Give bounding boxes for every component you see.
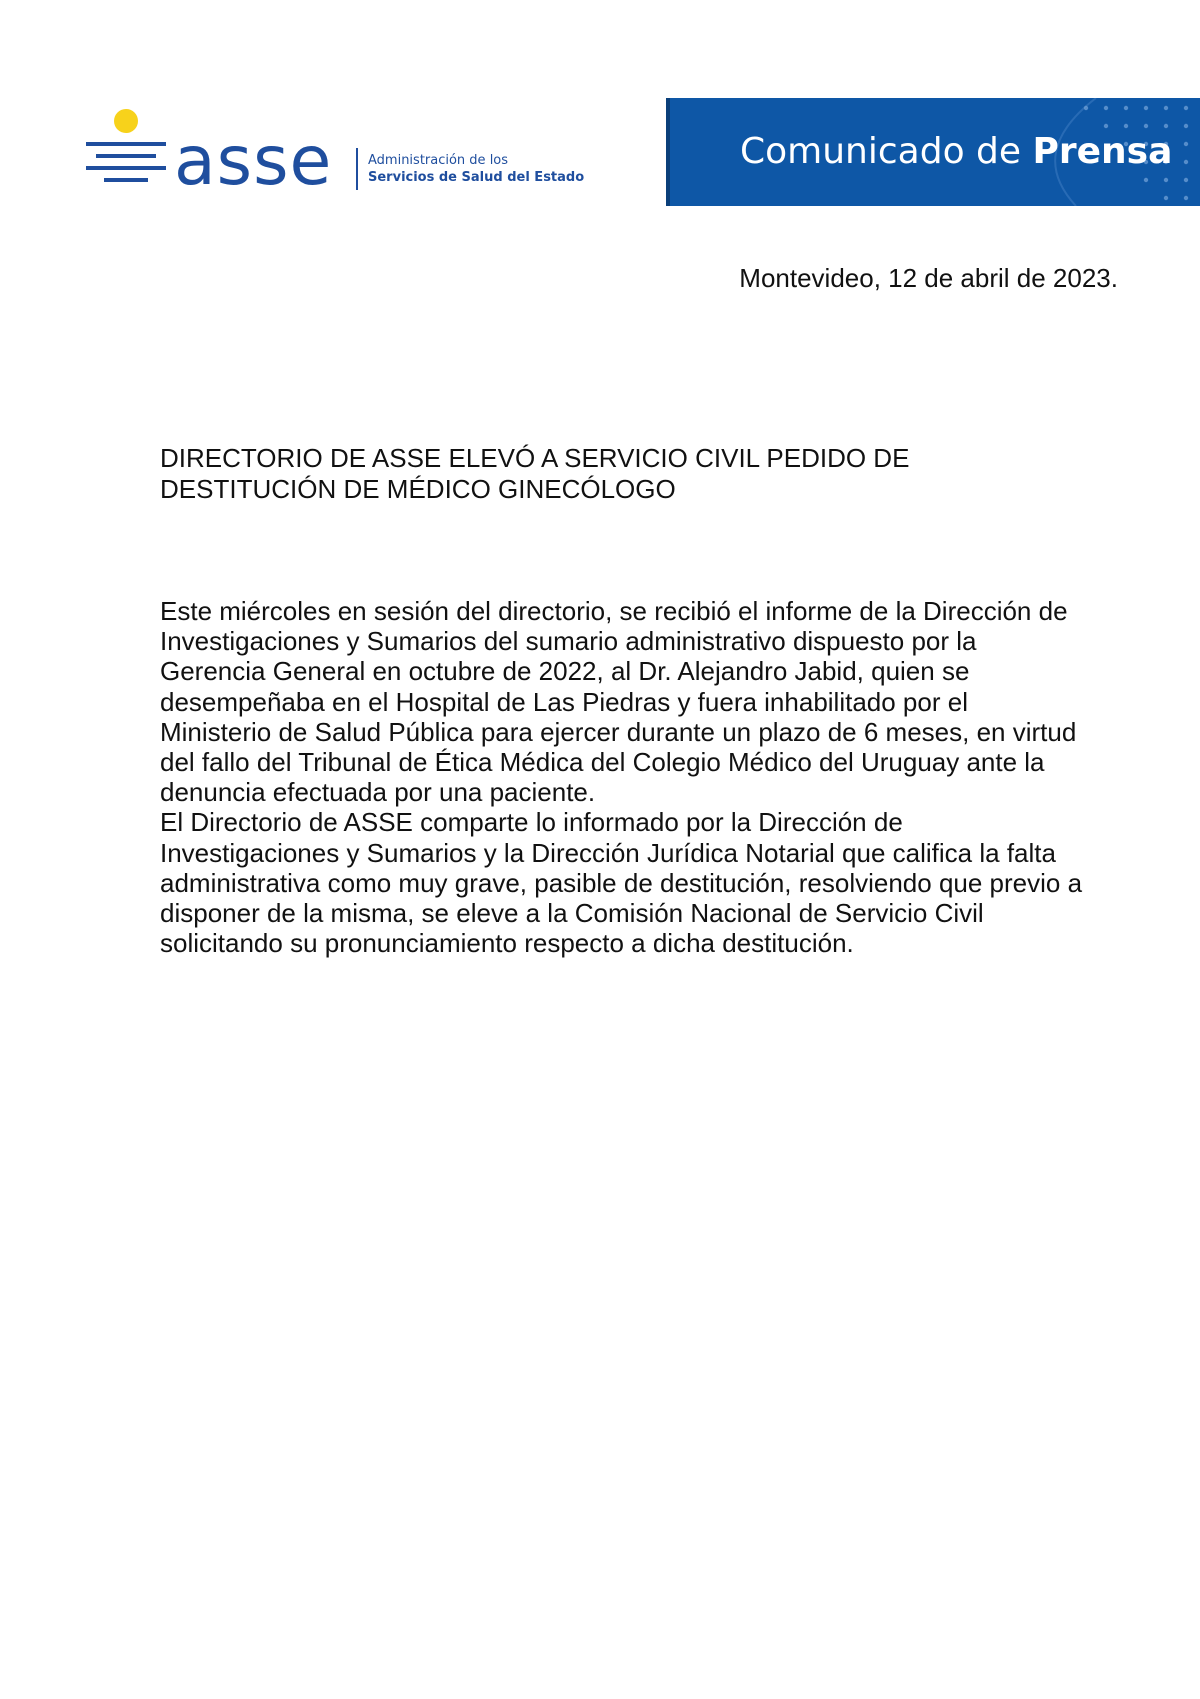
- body-line: Este miércoles en sesión del directorio, se recibió el informe de la Dirección de: [160, 596, 1068, 626]
- body-line: disponer de la misma, se eleve a la Comisión Nacional de Servicio Civil: [160, 898, 984, 929]
- logo-subtitle-line1: Administración de los: [368, 153, 509, 168]
- headline: [160, 443, 1060, 505]
- body-line: Gerencia General en octubre de 2022, al Dr. Alejandro Jabid, quien se: [160, 656, 970, 687]
- asse-sun-waves-icon: [86, 108, 166, 198]
- body-line: solicitando su pronunciamiento respecto a dicha destitución.: [160, 928, 854, 959]
- body-line: del fallo del Tribunal de Ética Médica del Colegio Médico del Uruguay ante la: [160, 747, 1045, 778]
- body-line: El Directorio de ASSE comparte lo informado por la Dirección de: [160, 807, 903, 838]
- body-text: [160, 596, 1150, 958]
- body-line: Investigaciones y Sumarios del sumario administrativo dispuesto por la: [160, 626, 977, 657]
- press-title-regular: Comunicado de: [740, 131, 1022, 172]
- asse-logo: [86, 108, 606, 201]
- logo-wordmark: asse: [174, 122, 333, 201]
- body-line: administrativa como muy grave, pasible de destitución, resolviendo que previo a: [160, 867, 1083, 898]
- document-date: Montevideo, 12 de abril de 2023.: [739, 263, 1118, 293]
- press-release-title: [740, 130, 1172, 174]
- headline-line: DESTITUCIÓN DE MÉDICO GINECÓLOGO: [160, 474, 676, 504]
- press-title-bold: Prensa: [1032, 131, 1173, 172]
- banner-left-rule: [666, 98, 670, 206]
- headline-line: DIRECTORIO DE ASSE ELEVÓ A SERVICIO CIVIL PEDIDO DE: [160, 443, 910, 473]
- logo-divider: [356, 148, 358, 190]
- body-line: desempeñaba en el Hospital de Las Piedras y fuera inhabilitado por el: [160, 686, 968, 717]
- body-line: denuncia efectuada por una paciente.: [160, 777, 596, 808]
- body-line: Investigaciones y Sumarios y la Dirección Jurídica Notarial que califica la falta: [160, 837, 1056, 868]
- logo-subtitle: [368, 152, 584, 186]
- body-line: Ministerio de Salud Pública para ejercer durante un plazo de 6 meses, en virtud: [160, 716, 1077, 747]
- logo-subtitle-line2: Servicios de Salud del Estado: [368, 170, 585, 185]
